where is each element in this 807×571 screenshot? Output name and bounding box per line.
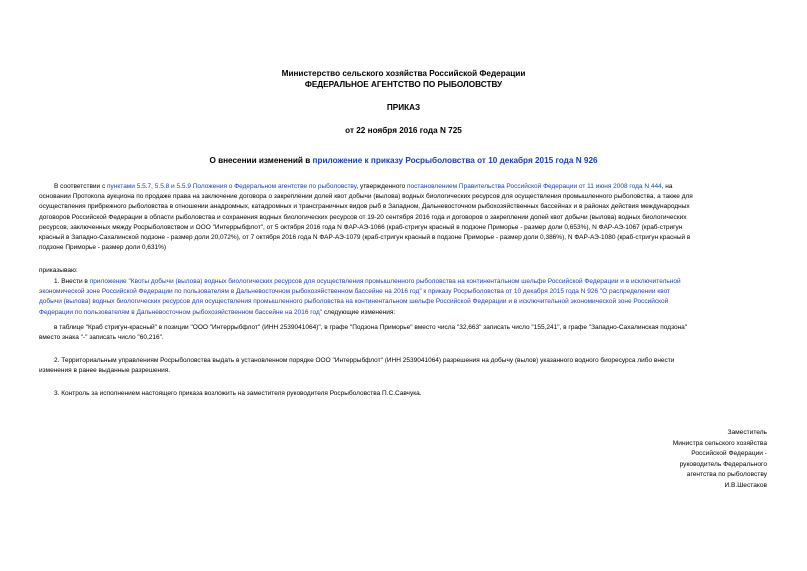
- item-1-line: [39, 308, 767, 318]
- signature-line: Российской Федерации -: [691, 450, 767, 458]
- subject-heading: [0, 155, 807, 166]
- preamble-line: подзоне Приморье - размер доли 0,631%): [39, 244, 167, 252]
- preamble-line: ресурсов, заключенных между Росрыболовством и ООО "Интеррыбфлот", от 5 октября 2016 года N ФАР-АЭ-1066 (краб-стригун красный в подзоне Приморье - размер доли 0,653%), N ФАР-АЭ-1067 (краб-стригун: [39, 223, 683, 231]
- subject-link[interactable]: приложение к приказу Росрыболовства от 10 декабря 2015 года N 926: [312, 156, 598, 165]
- signature-line: Министра сельского хозяйства: [672, 439, 767, 447]
- preamble-text: , утвержденного: [356, 183, 407, 190]
- signature-line: руководитель Федерального: [679, 460, 767, 468]
- item-1-text: 1. Внести в: [54, 278, 90, 285]
- document-type-heading: ПРИКАЗ: [386, 103, 421, 112]
- signatory-name: И.В.Шестаков: [724, 481, 767, 489]
- preamble-text: В соответствии с: [54, 183, 108, 190]
- item-1-change-paragraph: [39, 323, 767, 343]
- item-3-paragraph: [39, 389, 767, 399]
- signature-block: [587, 428, 767, 492]
- order-word-text: приказываю:: [39, 267, 78, 274]
- order-word: [39, 266, 767, 276]
- appendix-link[interactable]: добычи (вылова) водных биологических ресурсов для осуществления промышленного рыболовства на континентальном шельфе Российской Федерации и в исключительной экономической зоне Российской: [39, 298, 669, 306]
- government-decree-link[interactable]: постановлением Правительства Российской Федерации от 11 июня 2008 года N 444: [407, 183, 662, 190]
- signature-line: агентства по рыболовству: [686, 471, 767, 479]
- preamble-line: [39, 182, 767, 192]
- item-2-paragraph: [39, 356, 767, 376]
- item-1-line: [39, 277, 767, 287]
- item-2-line: изменения в ранее выданные разрешения.: [39, 367, 171, 375]
- appendix-link[interactable]: экономической зоне Российской Федерации по пользователям в Дальневосточном рыбохозяйственном бассейне на 2016 год" к приказу Росрыболовства от 10 декабря 2015 года N 926 "О распределении квот: [39, 288, 671, 296]
- preamble-paragraph: [39, 182, 767, 253]
- item-2-line: 2. Территориальным управлениям Росрыболовства выдать в установленном порядке ООО "Интеррыбфлот" (ИНН 2539041064) разрешения на добычу (вылов) указанного водного биоресурса либо внести: [54, 357, 675, 364]
- preamble-line: договоров Российской Федерации в области рыболовства и сохранения водных биологических ресурсов от 19-20 сентября 2016 года и договоров о закреплении долей квот добычи (вылова) водных биологических: [39, 213, 687, 221]
- item-1-paragraph: [39, 277, 767, 318]
- change-line: в таблице "Краб стригун-красный" в позиции "ООО "Интеррыбфлот" (ИНН 2539041064)", в графе "Подзона Приморье" вместо числа "32,663" записать число "155,241", в графе "Западно-Сахалинская подзона": [54, 324, 688, 331]
- regulation-link[interactable]: пунктами 5.5.7, 5.5.8 и 5.5.9 Положения о Федеральном агентстве по рыболовству: [107, 183, 357, 190]
- item-1-line: [39, 297, 767, 307]
- date-number-heading: от 22 ноября 2016 года N 725: [345, 126, 462, 135]
- item-1-text: следующие изменения:: [322, 308, 396, 316]
- preamble-line: основании Протокола аукциона по продаже права на заключение договора о закреплении долей квот добычи (вылова) водных биологических ресурсов для осуществления промышленного рыболовства, а также для: [39, 193, 693, 201]
- preamble-text: , на: [661, 183, 673, 190]
- ministry-heading: Министерство сельского хозяйства Российской Федерации: [281, 69, 526, 78]
- change-line: вместо знака "-" записать число "60,216".: [39, 334, 164, 342]
- signature-line: Заместитель: [727, 429, 767, 436]
- appendix-link[interactable]: приложение "Квоты добычи (вылова) водных биологических ресурсов для осуществления промышленного рыболовства на континентальном шельфе Российской Федерации и в исключительной: [89, 278, 681, 285]
- item-1-line: [39, 287, 767, 297]
- item-3-line: 3. Контроль за исполнением настоящего приказа возложить на заместителя руководителя Росрыболовства П.С.Савчука.: [54, 390, 422, 397]
- agency-heading: ФЕДЕРАЛЬНОЕ АГЕНТСТВО ПО РЫБОЛОВСТВУ: [304, 80, 503, 89]
- subject-prefix: О внесении изменений в: [209, 156, 313, 165]
- preamble-line: красный в Западно-Сахалинской подзоне - размер доли 20,072%), от 7 октября 2016 года N ФАР-АЭ-1079 (краб-стригун красный в подзоне Приморье - размер доли 0,386%), N ФАР-АЭ-1080 (краб-стригун красный в: [39, 233, 691, 241]
- preamble-line: осуществления прибрежного рыболовства в отношении анадромных, катадромных и трансграничных видов рыб в Западном, Дальневосточном рыбохозяйственных бассейнах и в районах действия международных: [39, 203, 690, 211]
- appendix-link[interactable]: Федерации по пользователям в Дальневосточном рыбохозяйственном бассейне на 2016 год": [39, 308, 323, 316]
